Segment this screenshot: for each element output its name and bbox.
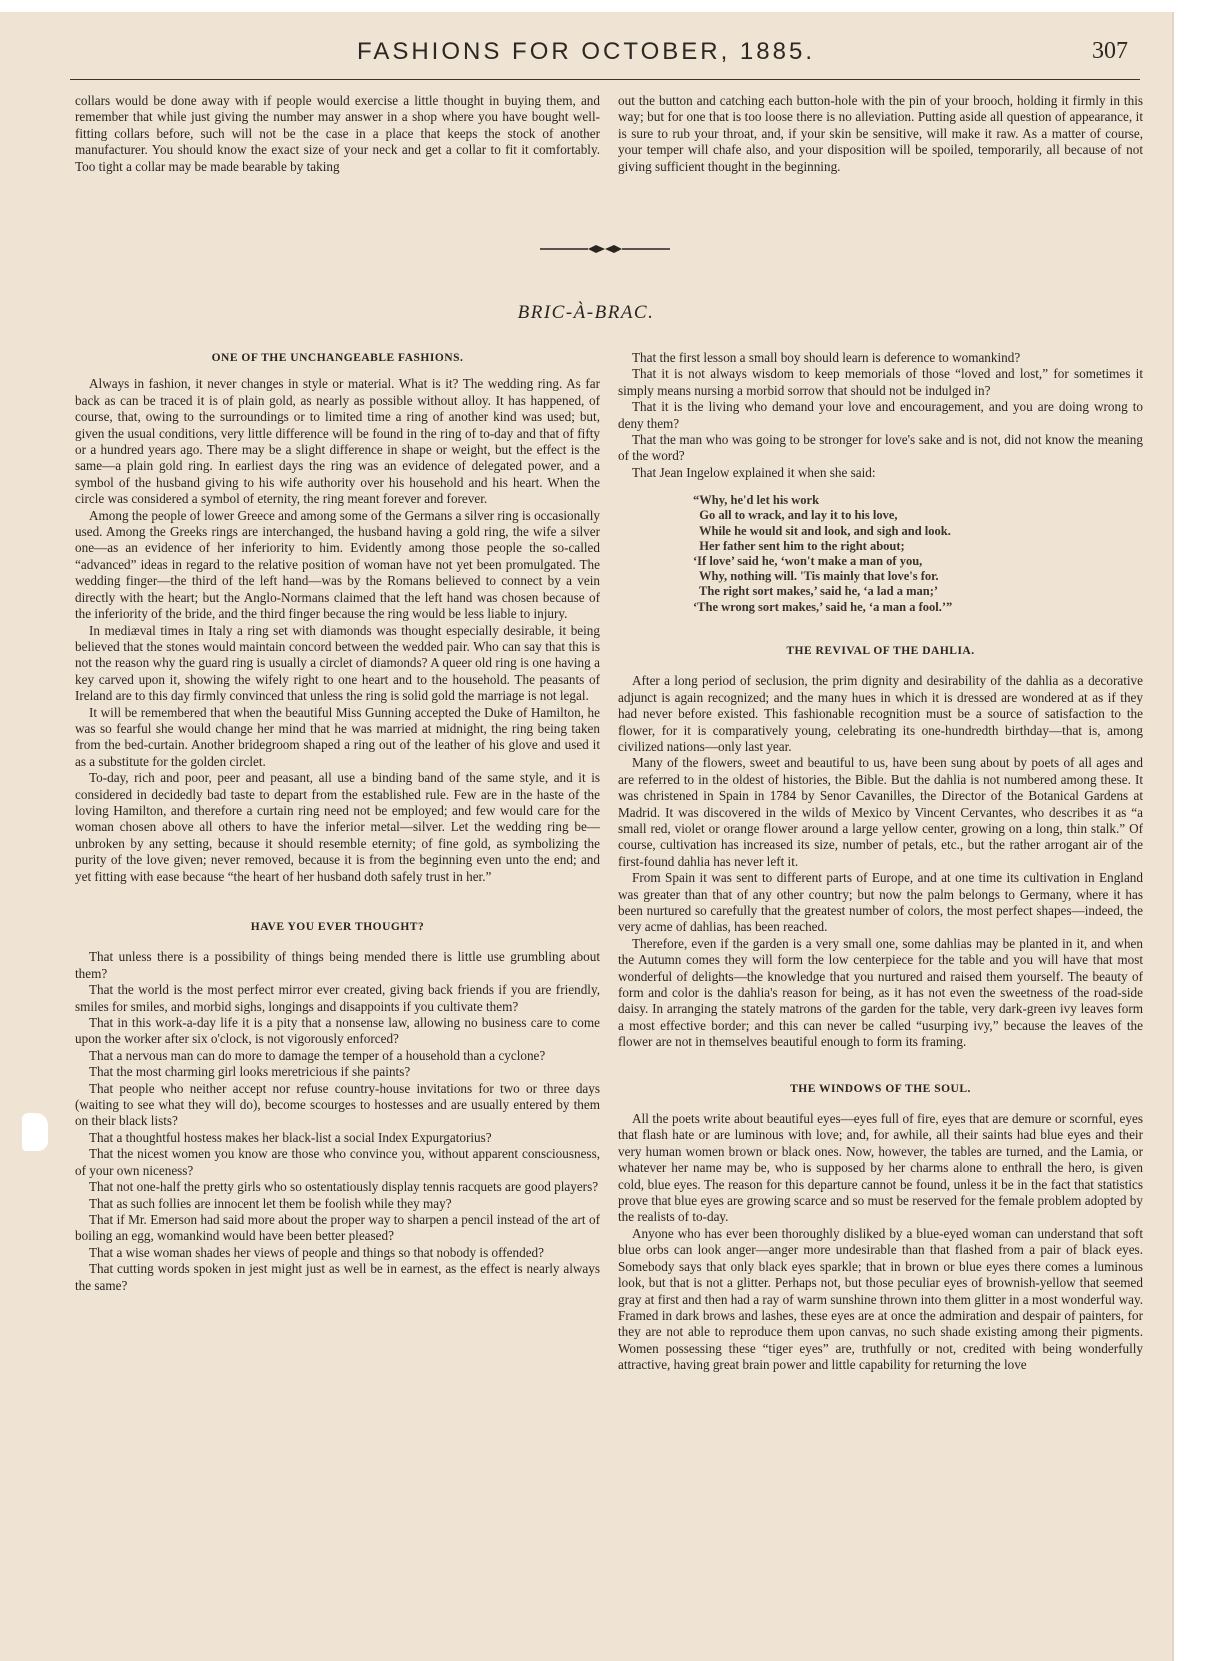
- paragraph: From Spain it was sent to different parts of Europe, and at one time its cultivation in England was greater than that of any other country; but now the palm belongs to Germany, where it has been nurtured so carefully that the greatest number of colors, the most perfect shapes—indeed, the very acme of dahlias, has been reached.: [618, 870, 1143, 935]
- right-column: [618, 350, 1143, 1374]
- thought-heading: HAVE YOU EVER THOUGHT?: [250, 921, 425, 933]
- fashion-heading: ONE OF THE UNCHANGEABLE FASHIONS.: [211, 352, 464, 364]
- paragraph: To-day, rich and poor, peer and peasant, all use a binding band of the same style, and it is considered in decidedly bad taste to depart from the established rule. Few are in the haste of the loving Hamilton, and therefore a curtain ring need not be employed; and few would care for the woman chosen above all others to have the inferior metal—silver. Let the wedding ring be—unbroken by any setting, because it should resemble eternity; of fine gold, as symbolizing the purity of the love given; never removed, because it is from the beginning even unto the end; and yet fitting with ease because “the heart of her husband doth safely trust in her.”: [75, 770, 600, 884]
- poem-line: The right sort makes,’ said he, ‘a lad a man;’: [693, 584, 939, 599]
- paragraph: Therefore, even if the garden is a very small one, some dahlias may be planted in it, and when the Autumn comes they will form the low centerpiece for the table and you will have that most wonderful of delights—the knowledge that you nurtured and raised them yourself. The beauty of form and color is the dahlia's reason for being, as it has not even the sweetness of the road-side daisy. In arranging the stately matrons of the garden for the table, very dark-green ivy leaves form a most effective border; and this can never be called “usurping ivy,” because the leaves of the flower are not in themselves beautiful enough to form its framing.: [618, 935, 1143, 1050]
- header-rule: [70, 79, 1140, 80]
- list-item: That the most charming girl looks meretricious if she paints?: [89, 1064, 411, 1080]
- list-item: That not one-half the pretty girls who so ostentatiously display tennis racquets are good players?: [89, 1179, 599, 1195]
- collar-paragraph-left: collars would be done away with if people would exercise a little thought in buying them, and remember that while just giving the number may answer in a shop where you have bought well-fitting collars before, such will not be the case in a place that keeps the stock of another manufacturer. You should know the exact size of your neck and get a collar to fit it comfortably. Too tight a collar may be made bearable by taking: [75, 93, 600, 174]
- torn-paper-hole: [22, 1113, 48, 1151]
- list-item: That the man who was going to be stronger for love's sake and is not, did not know the meaning of the word?: [618, 432, 1143, 464]
- dahlia-heading: THE REVIVAL OF THE DAHLIA.: [786, 644, 975, 657]
- paragraph: It will be remembered that when the beautiful Miss Gunning accepted the Duke of Hamilton, he was so fearful she would change her mind that he was married at midnight, the ring being taken from the bed-curtain. Another bridegroom shaped a ring out of the leather of his glove and used it as a substitute for the golden circlet.: [75, 704, 600, 769]
- paragraph: Always in fashion, it never changes in style or material. What is it? The wedding ring. As far back as can be traced it is of plain gold, as nearly as possible without alloy. It has happened, of course, that, owing to the surroundings or to limited time a ring of another kind was used; but, given the usual conditions, very little difference will be found in the ring of to-day and that of fifty or a hundred years ago. There may be a slight difference in shape or weight, but the effect is the same—a plain gold ring. In earliest days the ring was an evidence of delegated power, and a symbol of the husband giving to his wife authority over his household and his heart. When the circle was considered a symbol of eternity, the ring meant forever and forever.: [75, 376, 600, 507]
- top-left-column: [75, 93, 600, 175]
- list-item: That it is the living who demand your love and encouragement, and you are doing wrong to deny them?: [618, 399, 1143, 431]
- magazine-page: [0, 12, 1172, 1661]
- list-item: That as such follies are innocent let them be foolish while they may?: [89, 1195, 452, 1211]
- windows-heading: THE WINDOWS OF THE SOUL.: [790, 1082, 971, 1095]
- list-item: That the world is the most perfect mirror ever created, giving back friends if you are friendly, smiles for smiles, and morbid sighs, longings and disappoints if you cultivate them?: [75, 982, 600, 1014]
- list-item: That unless there is a possibility of things being mended there is little use grumbling about them?: [75, 949, 600, 981]
- paragraph: Many of the flowers, sweet and beautiful to us, have been sung about by poets of all ages and are referred to in the oldest of histories, the Bible. But the dahlia is not numbered among these. It was christened in Spain in 1784 by Senor Cavanilles, the Director of the Botanical Gardens at Madrid. It was discovered in the wilds of Mexico by Vincent Cervantes, who describes it as “a small red, violet or orange flower around a large yellow center, growing on a long, thin stalk.” Of course, cultivation has increased its size, number of petals, etc., but the rather arrogant air of the first-found dahlia has never left it.: [618, 755, 1143, 869]
- section-title: BRIC-À-BRAC.: [517, 302, 655, 323]
- list-item: That if Mr. Emerson had said more about the proper way to sharpen a pencil instead of the art of boiling an egg, womankind would have been better pleased?: [75, 1211, 600, 1244]
- list-item: That a thoughtful hostess makes her black-list a social Index Expurgatorius?: [89, 1129, 492, 1145]
- list-item: That a wise woman shades her views of people and things so that nobody is offended?: [89, 1244, 544, 1260]
- list-item: That it is not always wisdom to keep memorials of those “loved and lost,” for sometimes it simply means nursing a morbid sorrow that should not be indulged in?: [618, 366, 1143, 398]
- list-item: That Jean Ingelow explained it when she said:: [632, 464, 876, 480]
- paragraph: Among the people of lower Greece and among some of the Germans a silver ring is occasionally used. Among the Greeks rings are interchanged, the husband having a gold ring, the wife a silver one—as an evidence of her inferiority to him. Evidently among those people the so-called “advanced” ideas in regard to the relative position of woman have not yet been promulgated. The wedding finger—the third of the left hand—was by the Romans believed to connect by a vein directly with the heart; but the Anglo-Normans claimed that the left hand was chosen because of the inferiority of the bride, and the third finger because the ring would be less liable to injury.: [75, 507, 600, 622]
- ornament-divider-icon: [540, 244, 670, 254]
- poem-line: Her father sent him to the right about;: [693, 538, 905, 553]
- poem-line: ‘The wrong sort makes,’ said he, ‘a man a fool.’”: [693, 599, 953, 614]
- page-number: 307: [1092, 38, 1128, 64]
- paragraph: After a long period of seclusion, the prim dignity and desirability of the dahlia as a decorative adjunct is again recognized; and the many hues in which it is dressed are wondered at as if they had never before existed. This fashionable recognition must be a source of satisfaction to the flower, for it is comparatively young, celebrating its one-hundredth birthday—that is, among civilized nations—only last year.: [618, 673, 1143, 754]
- poem-line: While he would sit and look, and sigh and look.: [693, 523, 951, 538]
- poem-quote: [693, 493, 1143, 615]
- paragraph: In mediæval times in Italy a ring set with diamonds was thought especially desirable, it being believed that the stones would maintain concord between the wedded pair. Who can say that this is not the reason why the guard ring is usually a circlet of diamonds? A queer old ring is one having a key carved upon it, showing the wifely right to one heart and to the household. The peasants of Ireland are to this day firmly convinced that unless the ring is solid gold the marriage is not legal.: [75, 622, 600, 704]
- poem-line: Why, nothing will. 'Tis mainly that love's for.: [693, 569, 939, 584]
- list-item: That the nicest women you know are those who convince you, without apparent consciousness, of your own niceness?: [75, 1146, 600, 1178]
- top-right-column: [618, 93, 1143, 175]
- left-column: [75, 350, 600, 1294]
- poem-line: “Why, he'd let his work: [693, 493, 820, 508]
- list-item: That a nervous man can do more to damage the temper of a household than a cyclone?: [89, 1047, 546, 1063]
- list-item: That in this work-a-day life it is a pity that a nonsense law, allowing no business care to come upon the worker after six o'clock, is not vigorously enforced?: [75, 1015, 600, 1047]
- list-item: That the first lesson a small boy should learn is deference to womankind?: [632, 350, 1021, 365]
- collar-paragraph-right: out the button and catching each button-hole with the pin of your brooch, holding it firmly in this way; but for one that is too loose there is no alleviation. Putting aside all question of appearance, it is sure to rub your throat, and, if your skin be sensitive, will make it raw. As a matter of course, your temper will chafe also, and your disposition will be spoiled, temporarily, all because of not giving sufficient thought in the beginning.: [618, 93, 1143, 174]
- paragraph: Anyone who has ever been thoroughly disliked by a blue-eyed woman can understand that soft blue orbs can look anger—anger more undesirable than that flashed from a pair of black eyes. Somebody says that only black eyes sparkle; that in brown or blue eyes there comes a luminous look, but that is not a glitter. Perhaps not, but those peculiar eyes of brownish-yellow that seemed gray at first and then had a ray of warm sunshine thrown into them glitter in a most wonderful way. Framed in dark brows and lashes, these eyes are at once the admiration and despair of painters, for they are not able to reproduce them upon canvas, no such shade existing among their pigments. Women possessing these “tiger eyes” are, truthfully or not, credited with being wonderfully attractive, having great brain power and little capability for returning the love: [618, 1225, 1143, 1373]
- list-item: That cutting words spoken in jest might just as well be in earnest, as the effect is nearly always the same?: [75, 1261, 600, 1293]
- poem-line: Go all to wrack, and lay it to his love,: [693, 508, 898, 523]
- poem-line: ‘If love’ said he, ‘won't make a man of you,: [693, 554, 923, 569]
- paragraph: All the poets write about beautiful eyes—eyes full of fire, eyes that are demure or scornful, eyes that flash hate or are luminous with love; and, for awhile, all their saints had blue eyes and their very human women brown or black ones. Now, however, the tables are turned, and the Lamia, or whatever her name may be, who is supposed by her charms alone to enthrall the hero, is given cold, blue eyes. The reason for this departure cannot be found, unless it be in the fact that statistics prove that blue eyes are growing scarce and so must be reserved for the female problem adopted by the realists of to-day.: [618, 1111, 1143, 1225]
- running-header-title: FASHIONS FOR OCTOBER, 1885.: [357, 38, 815, 65]
- list-item: That people who neither accept nor refuse country-house invitations for two or three days (waiting to see what they will do), become scourges to hostesses and are usually entered by them on their black lists?: [75, 1080, 600, 1129]
